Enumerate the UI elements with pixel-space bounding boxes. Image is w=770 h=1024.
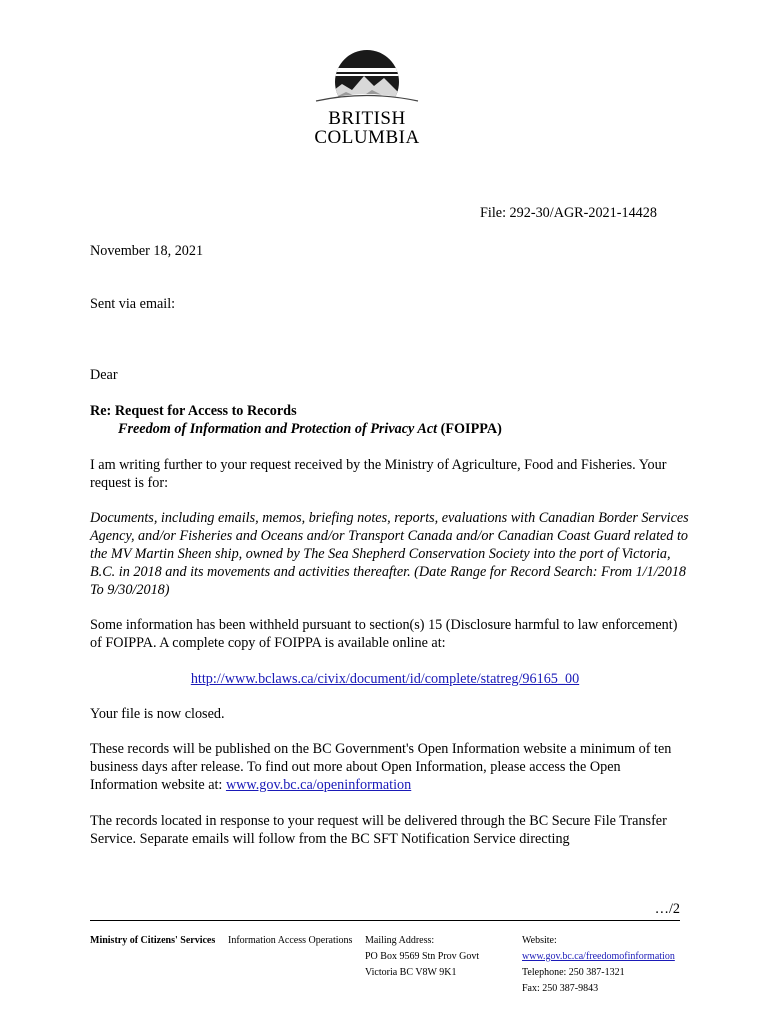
mailing-line2: Victoria BC V8W 9K1 [365,967,457,978]
bc-sun-mountain-icon [312,46,422,104]
foippa-link[interactable]: http://www.bclaws.ca/civix/document/id/complete/statreg/96165_00 [190,671,580,687]
file-closed-line: Your file is now closed. [90,706,225,722]
mailing-line1: PO Box 9569 Stn Prov Govt [365,951,480,962]
act-abbrev: (FOIPPA) [437,421,502,437]
mailing-label: Mailing Address: [365,935,435,946]
open-info-text: These records will be published on the BC Government's Open Information website a minimum of ten business days after release. To find out more about Open Information, please access the Open Information website at: [90,741,672,793]
foippa-link-line [90,670,680,688]
file-reference: File: 292-30/AGR-2021-14428 [480,205,657,221]
bc-government-logo [312,46,422,146]
footer-divider [90,920,680,921]
website-label: Website: [522,935,557,946]
footer-ministry: Ministry of Citizens' Services [90,935,216,946]
re-act-line [118,420,718,438]
act-name: Freedom of Information and Protection of Privacy Act [118,421,438,437]
intro-paragraph: I am writing further to your request received by the Ministry of Agriculture, Food and Fisheries. Your request is for: [90,457,667,491]
re-line: Re: Request for Access to Records [90,403,297,419]
page-continuation: …/2 [654,901,680,917]
foi-website-link[interactable]: www.gov.bc.ca/freedomofinformation [522,951,675,962]
footer-mailing [365,933,515,981]
withheld-paragraph: Some information has been withheld pursuant to section(s) 15 (Disclosure harmful to law enforcement) of FOIPPA. A complete copy of FOIPPA is available online at: [90,617,678,651]
open-info-paragraph [90,740,690,794]
sent-via-line: Sent via email: [90,296,176,312]
footer-contact [522,933,682,997]
open-info-link[interactable]: www.gov.bc.ca/openinformation [225,777,412,793]
sft-paragraph: The records located in response to your request will be delivered through the BC Secure File Transfer Service. Separate emails will follow from the BC SFT Notification Service directing [90,813,667,847]
salutation: Dear [90,367,118,383]
letter-date: November 18, 2021 [90,243,204,259]
logo-wordmark-columbia: COLUMBIA [314,127,420,148]
request-description: Documents, including emails, memos, briefing notes, reports, evaluations with Canadian Border Services Agency, and/or Fisheries and Oceans and/or Transport Canada and/or Canadian Coast Guard related to the MV Martin Sheen ship, owned by The Sea Shepherd Conservation Society into the port of Victoria, B.C. in 2018 and its movements and activities thereafter. (Date Range for Record Search: From 1/1/2018 To 9/30/2018) [90,510,689,598]
footer-branch: Information Access Operations [228,935,353,946]
logo-wordmark-british: BRITISH [328,108,406,129]
telephone: Telephone: 250 387-1321 [522,967,625,978]
fax: Fax: 250 387-9843 [522,983,599,994]
